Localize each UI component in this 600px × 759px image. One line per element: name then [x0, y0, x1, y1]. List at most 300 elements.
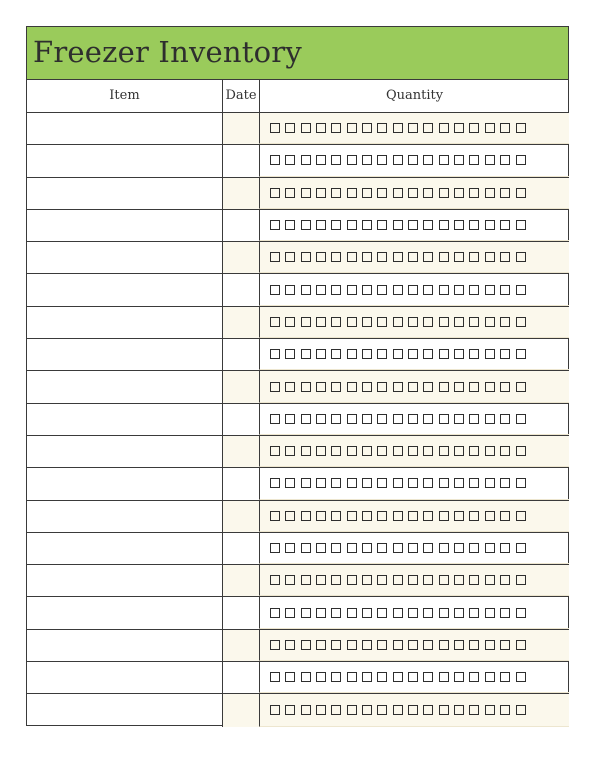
item-cell[interactable]: [27, 533, 222, 564]
quantity-checkbox[interactable]: [301, 640, 311, 650]
item-cell[interactable]: [27, 113, 222, 144]
quantity-checkbox[interactable]: [301, 446, 311, 456]
quantity-checkbox[interactable]: [377, 317, 387, 327]
quantity-checkbox[interactable]: [301, 317, 311, 327]
quantity-checkbox[interactable]: [377, 608, 387, 618]
quantity-checkbox[interactable]: [408, 640, 418, 650]
quantity-checkbox[interactable]: [423, 285, 433, 295]
quantity-checkbox[interactable]: [408, 511, 418, 521]
quantity-checkbox[interactable]: [423, 511, 433, 521]
quantity-checkbox[interactable]: [316, 640, 326, 650]
quantity-checkbox[interactable]: [423, 608, 433, 618]
quantity-checkbox[interactable]: [516, 705, 526, 715]
quantity-checkbox[interactable]: [331, 640, 341, 650]
quantity-checkbox[interactable]: [347, 285, 357, 295]
quantity-checkbox[interactable]: [347, 672, 357, 682]
quantity-checkbox[interactable]: [500, 705, 510, 715]
quantity-checkbox[interactable]: [377, 543, 387, 553]
quantity-checkbox[interactable]: [377, 382, 387, 392]
quantity-checkbox[interactable]: [270, 220, 280, 230]
quantity-checkbox[interactable]: [270, 188, 280, 198]
quantity-checkbox[interactable]: [454, 123, 464, 133]
quantity-checkbox[interactable]: [331, 705, 341, 715]
quantity-checkbox[interactable]: [469, 446, 479, 456]
quantity-checkbox[interactable]: [270, 672, 280, 682]
quantity-checkbox[interactable]: [331, 382, 341, 392]
quantity-checkbox[interactable]: [362, 575, 372, 585]
quantity-checkbox[interactable]: [393, 285, 403, 295]
quantity-checkbox[interactable]: [500, 608, 510, 618]
item-cell[interactable]: [27, 404, 222, 435]
quantity-checkbox[interactable]: [500, 382, 510, 392]
quantity-checkbox[interactable]: [285, 511, 295, 521]
quantity-checkbox[interactable]: [285, 478, 295, 488]
quantity-checkbox[interactable]: [331, 349, 341, 359]
quantity-checkbox[interactable]: [439, 672, 449, 682]
date-cell[interactable]: [222, 630, 259, 661]
quantity-checkbox[interactable]: [454, 285, 464, 295]
quantity-checkbox[interactable]: [347, 705, 357, 715]
quantity-checkbox[interactable]: [285, 575, 295, 585]
item-cell[interactable]: [27, 597, 222, 628]
quantity-checkbox[interactable]: [500, 317, 510, 327]
quantity-checkbox[interactable]: [316, 575, 326, 585]
quantity-checkbox[interactable]: [408, 446, 418, 456]
quantity-checkbox[interactable]: [393, 349, 403, 359]
quantity-checkbox[interactable]: [285, 155, 295, 165]
date-cell[interactable]: [222, 242, 259, 273]
quantity-checkbox[interactable]: [331, 608, 341, 618]
quantity-checkbox[interactable]: [285, 705, 295, 715]
quantity-checkbox[interactable]: [516, 672, 526, 682]
date-cell[interactable]: [222, 113, 259, 144]
quantity-checkbox[interactable]: [516, 349, 526, 359]
quantity-checkbox[interactable]: [485, 640, 495, 650]
date-cell[interactable]: [222, 436, 259, 467]
quantity-checkbox[interactable]: [331, 575, 341, 585]
quantity-checkbox[interactable]: [362, 414, 372, 424]
quantity-checkbox[interactable]: [469, 123, 479, 133]
date-cell[interactable]: [222, 178, 259, 209]
date-cell[interactable]: [222, 501, 259, 532]
date-cell[interactable]: [222, 597, 259, 628]
quantity-checkbox[interactable]: [423, 575, 433, 585]
quantity-checkbox[interactable]: [500, 220, 510, 230]
quantity-checkbox[interactable]: [408, 478, 418, 488]
quantity-checkbox[interactable]: [347, 640, 357, 650]
quantity-checkbox[interactable]: [439, 382, 449, 392]
quantity-checkbox[interactable]: [316, 382, 326, 392]
quantity-checkbox[interactable]: [316, 672, 326, 682]
quantity-checkbox[interactable]: [516, 608, 526, 618]
quantity-checkbox[interactable]: [469, 285, 479, 295]
quantity-checkbox[interactable]: [500, 511, 510, 521]
quantity-checkbox[interactable]: [500, 575, 510, 585]
quantity-checkbox[interactable]: [270, 123, 280, 133]
quantity-checkbox[interactable]: [377, 414, 387, 424]
quantity-checkbox[interactable]: [423, 188, 433, 198]
quantity-checkbox[interactable]: [485, 608, 495, 618]
quantity-checkbox[interactable]: [347, 382, 357, 392]
quantity-checkbox[interactable]: [469, 608, 479, 618]
quantity-checkbox[interactable]: [362, 155, 372, 165]
quantity-checkbox[interactable]: [439, 705, 449, 715]
quantity-checkbox[interactable]: [500, 478, 510, 488]
quantity-checkbox[interactable]: [270, 705, 280, 715]
quantity-checkbox[interactable]: [301, 123, 311, 133]
quantity-checkbox[interactable]: [316, 705, 326, 715]
quantity-checkbox[interactable]: [270, 543, 280, 553]
quantity-checkbox[interactable]: [500, 285, 510, 295]
quantity-checkbox[interactable]: [516, 155, 526, 165]
quantity-checkbox[interactable]: [393, 155, 403, 165]
quantity-checkbox[interactable]: [454, 252, 464, 262]
quantity-checkbox[interactable]: [393, 478, 403, 488]
quantity-checkbox[interactable]: [516, 382, 526, 392]
quantity-checkbox[interactable]: [393, 317, 403, 327]
quantity-checkbox[interactable]: [454, 317, 464, 327]
quantity-checkbox[interactable]: [285, 317, 295, 327]
quantity-checkbox[interactable]: [423, 382, 433, 392]
quantity-checkbox[interactable]: [316, 220, 326, 230]
quantity-checkbox[interactable]: [516, 285, 526, 295]
quantity-checkbox[interactable]: [316, 446, 326, 456]
quantity-checkbox[interactable]: [285, 123, 295, 133]
quantity-checkbox[interactable]: [316, 317, 326, 327]
quantity-checkbox[interactable]: [331, 414, 341, 424]
quantity-checkbox[interactable]: [393, 640, 403, 650]
quantity-checkbox[interactable]: [316, 349, 326, 359]
quantity-checkbox[interactable]: [362, 608, 372, 618]
quantity-checkbox[interactable]: [393, 608, 403, 618]
quantity-checkbox[interactable]: [423, 640, 433, 650]
quantity-checkbox[interactable]: [423, 220, 433, 230]
date-cell[interactable]: [222, 565, 259, 596]
quantity-checkbox[interactable]: [469, 672, 479, 682]
quantity-checkbox[interactable]: [285, 252, 295, 262]
quantity-checkbox[interactable]: [469, 188, 479, 198]
quantity-checkbox[interactable]: [485, 543, 495, 553]
quantity-checkbox[interactable]: [377, 155, 387, 165]
date-cell[interactable]: [222, 371, 259, 402]
quantity-checkbox[interactable]: [316, 285, 326, 295]
quantity-checkbox[interactable]: [439, 575, 449, 585]
quantity-checkbox[interactable]: [500, 672, 510, 682]
quantity-checkbox[interactable]: [393, 705, 403, 715]
quantity-checkbox[interactable]: [500, 414, 510, 424]
quantity-checkbox[interactable]: [408, 155, 418, 165]
item-cell[interactable]: [27, 178, 222, 209]
quantity-checkbox[interactable]: [347, 608, 357, 618]
quantity-checkbox[interactable]: [516, 220, 526, 230]
quantity-checkbox[interactable]: [439, 414, 449, 424]
quantity-checkbox[interactable]: [516, 446, 526, 456]
quantity-checkbox[interactable]: [454, 220, 464, 230]
quantity-checkbox[interactable]: [316, 511, 326, 521]
quantity-checkbox[interactable]: [331, 285, 341, 295]
quantity-checkbox[interactable]: [393, 382, 403, 392]
quantity-checkbox[interactable]: [408, 123, 418, 133]
quantity-checkbox[interactable]: [516, 252, 526, 262]
quantity-checkbox[interactable]: [469, 382, 479, 392]
quantity-checkbox[interactable]: [270, 446, 280, 456]
quantity-checkbox[interactable]: [377, 672, 387, 682]
quantity-checkbox[interactable]: [362, 123, 372, 133]
quantity-checkbox[interactable]: [423, 672, 433, 682]
quantity-checkbox[interactable]: [393, 511, 403, 521]
quantity-checkbox[interactable]: [500, 543, 510, 553]
quantity-checkbox[interactable]: [362, 478, 372, 488]
quantity-checkbox[interactable]: [377, 123, 387, 133]
quantity-checkbox[interactable]: [331, 123, 341, 133]
quantity-checkbox[interactable]: [377, 478, 387, 488]
quantity-checkbox[interactable]: [393, 220, 403, 230]
quantity-checkbox[interactable]: [362, 511, 372, 521]
quantity-checkbox[interactable]: [393, 446, 403, 456]
quantity-checkbox[interactable]: [285, 640, 295, 650]
quantity-checkbox[interactable]: [316, 188, 326, 198]
quantity-checkbox[interactable]: [469, 349, 479, 359]
quantity-checkbox[interactable]: [301, 672, 311, 682]
date-cell[interactable]: [222, 662, 259, 693]
quantity-checkbox[interactable]: [408, 188, 418, 198]
quantity-checkbox[interactable]: [454, 511, 464, 521]
quantity-checkbox[interactable]: [316, 414, 326, 424]
quantity-checkbox[interactable]: [347, 220, 357, 230]
quantity-checkbox[interactable]: [347, 155, 357, 165]
quantity-checkbox[interactable]: [454, 382, 464, 392]
quantity-checkbox[interactable]: [500, 155, 510, 165]
quantity-checkbox[interactable]: [439, 155, 449, 165]
quantity-checkbox[interactable]: [285, 382, 295, 392]
quantity-checkbox[interactable]: [362, 252, 372, 262]
item-cell[interactable]: [27, 242, 222, 273]
quantity-checkbox[interactable]: [439, 252, 449, 262]
quantity-checkbox[interactable]: [377, 285, 387, 295]
quantity-checkbox[interactable]: [331, 188, 341, 198]
quantity-checkbox[interactable]: [301, 414, 311, 424]
quantity-checkbox[interactable]: [485, 511, 495, 521]
quantity-checkbox[interactable]: [485, 414, 495, 424]
quantity-checkbox[interactable]: [362, 317, 372, 327]
quantity-checkbox[interactable]: [393, 575, 403, 585]
quantity-checkbox[interactable]: [270, 349, 280, 359]
quantity-checkbox[interactable]: [362, 285, 372, 295]
quantity-checkbox[interactable]: [331, 478, 341, 488]
quantity-checkbox[interactable]: [285, 349, 295, 359]
quantity-checkbox[interactable]: [393, 414, 403, 424]
quantity-checkbox[interactable]: [485, 705, 495, 715]
quantity-checkbox[interactable]: [377, 705, 387, 715]
quantity-checkbox[interactable]: [485, 285, 495, 295]
quantity-checkbox[interactable]: [454, 543, 464, 553]
date-cell[interactable]: [222, 339, 259, 370]
date-cell[interactable]: [222, 210, 259, 241]
quantity-checkbox[interactable]: [362, 220, 372, 230]
quantity-checkbox[interactable]: [408, 252, 418, 262]
date-cell[interactable]: [222, 145, 259, 176]
quantity-checkbox[interactable]: [362, 672, 372, 682]
quantity-checkbox[interactable]: [516, 414, 526, 424]
quantity-checkbox[interactable]: [454, 705, 464, 715]
quantity-checkbox[interactable]: [270, 414, 280, 424]
quantity-checkbox[interactable]: [270, 511, 280, 521]
quantity-checkbox[interactable]: [439, 317, 449, 327]
quantity-checkbox[interactable]: [423, 317, 433, 327]
quantity-checkbox[interactable]: [454, 478, 464, 488]
quantity-checkbox[interactable]: [377, 511, 387, 521]
quantity-checkbox[interactable]: [516, 478, 526, 488]
quantity-checkbox[interactable]: [285, 220, 295, 230]
quantity-checkbox[interactable]: [439, 640, 449, 650]
quantity-checkbox[interactable]: [485, 446, 495, 456]
quantity-checkbox[interactable]: [301, 220, 311, 230]
quantity-checkbox[interactable]: [408, 705, 418, 715]
item-cell[interactable]: [27, 630, 222, 661]
item-cell[interactable]: [27, 694, 222, 726]
quantity-checkbox[interactable]: [516, 123, 526, 133]
quantity-checkbox[interactable]: [454, 349, 464, 359]
quantity-checkbox[interactable]: [454, 575, 464, 585]
quantity-checkbox[interactable]: [469, 220, 479, 230]
quantity-checkbox[interactable]: [347, 317, 357, 327]
quantity-checkbox[interactable]: [270, 608, 280, 618]
quantity-checkbox[interactable]: [347, 575, 357, 585]
quantity-checkbox[interactable]: [439, 511, 449, 521]
quantity-checkbox[interactable]: [408, 414, 418, 424]
quantity-checkbox[interactable]: [469, 155, 479, 165]
quantity-checkbox[interactable]: [270, 317, 280, 327]
quantity-checkbox[interactable]: [408, 382, 418, 392]
item-cell[interactable]: [27, 210, 222, 241]
quantity-checkbox[interactable]: [469, 640, 479, 650]
quantity-checkbox[interactable]: [439, 446, 449, 456]
quantity-checkbox[interactable]: [439, 188, 449, 198]
item-cell[interactable]: [27, 565, 222, 596]
quantity-checkbox[interactable]: [469, 705, 479, 715]
quantity-checkbox[interactable]: [485, 155, 495, 165]
quantity-checkbox[interactable]: [454, 672, 464, 682]
quantity-checkbox[interactable]: [469, 414, 479, 424]
item-cell[interactable]: [27, 501, 222, 532]
quantity-checkbox[interactable]: [331, 511, 341, 521]
quantity-checkbox[interactable]: [469, 543, 479, 553]
quantity-checkbox[interactable]: [301, 188, 311, 198]
quantity-checkbox[interactable]: [454, 155, 464, 165]
quantity-checkbox[interactable]: [285, 672, 295, 682]
quantity-checkbox[interactable]: [423, 705, 433, 715]
quantity-checkbox[interactable]: [408, 543, 418, 553]
quantity-checkbox[interactable]: [347, 188, 357, 198]
quantity-checkbox[interactable]: [516, 511, 526, 521]
quantity-checkbox[interactable]: [362, 188, 372, 198]
quantity-checkbox[interactable]: [301, 575, 311, 585]
quantity-checkbox[interactable]: [469, 575, 479, 585]
quantity-checkbox[interactable]: [439, 220, 449, 230]
quantity-checkbox[interactable]: [408, 220, 418, 230]
item-cell[interactable]: [27, 662, 222, 693]
item-cell[interactable]: [27, 339, 222, 370]
quantity-checkbox[interactable]: [285, 285, 295, 295]
quantity-checkbox[interactable]: [500, 640, 510, 650]
quantity-checkbox[interactable]: [423, 446, 433, 456]
date-cell[interactable]: [222, 694, 259, 726]
quantity-checkbox[interactable]: [270, 155, 280, 165]
quantity-checkbox[interactable]: [362, 382, 372, 392]
quantity-checkbox[interactable]: [485, 478, 495, 488]
quantity-checkbox[interactable]: [270, 285, 280, 295]
quantity-checkbox[interactable]: [500, 252, 510, 262]
quantity-checkbox[interactable]: [362, 349, 372, 359]
quantity-checkbox[interactable]: [331, 317, 341, 327]
quantity-checkbox[interactable]: [439, 285, 449, 295]
quantity-checkbox[interactable]: [362, 446, 372, 456]
quantity-checkbox[interactable]: [393, 123, 403, 133]
quantity-checkbox[interactable]: [362, 705, 372, 715]
item-cell[interactable]: [27, 307, 222, 338]
quantity-checkbox[interactable]: [423, 252, 433, 262]
quantity-checkbox[interactable]: [270, 575, 280, 585]
quantity-checkbox[interactable]: [347, 349, 357, 359]
quantity-checkbox[interactable]: [301, 155, 311, 165]
quantity-checkbox[interactable]: [377, 349, 387, 359]
item-cell[interactable]: [27, 371, 222, 402]
quantity-checkbox[interactable]: [423, 478, 433, 488]
quantity-checkbox[interactable]: [285, 446, 295, 456]
quantity-checkbox[interactable]: [347, 478, 357, 488]
date-cell[interactable]: [222, 404, 259, 435]
quantity-checkbox[interactable]: [485, 123, 495, 133]
item-cell[interactable]: [27, 145, 222, 176]
quantity-checkbox[interactable]: [423, 543, 433, 553]
item-cell[interactable]: [27, 274, 222, 305]
quantity-checkbox[interactable]: [423, 414, 433, 424]
quantity-checkbox[interactable]: [423, 155, 433, 165]
quantity-checkbox[interactable]: [516, 188, 526, 198]
quantity-checkbox[interactable]: [408, 608, 418, 618]
quantity-checkbox[interactable]: [454, 414, 464, 424]
quantity-checkbox[interactable]: [377, 640, 387, 650]
quantity-checkbox[interactable]: [285, 608, 295, 618]
quantity-checkbox[interactable]: [331, 220, 341, 230]
quantity-checkbox[interactable]: [285, 543, 295, 553]
quantity-checkbox[interactable]: [500, 446, 510, 456]
quantity-checkbox[interactable]: [270, 252, 280, 262]
quantity-checkbox[interactable]: [377, 446, 387, 456]
quantity-checkbox[interactable]: [301, 608, 311, 618]
quantity-checkbox[interactable]: [408, 672, 418, 682]
quantity-checkbox[interactable]: [454, 188, 464, 198]
quantity-checkbox[interactable]: [377, 252, 387, 262]
quantity-checkbox[interactable]: [500, 188, 510, 198]
quantity-checkbox[interactable]: [439, 478, 449, 488]
quantity-checkbox[interactable]: [439, 543, 449, 553]
quantity-checkbox[interactable]: [285, 188, 295, 198]
quantity-checkbox[interactable]: [331, 543, 341, 553]
date-cell[interactable]: [222, 307, 259, 338]
quantity-checkbox[interactable]: [316, 478, 326, 488]
quantity-checkbox[interactable]: [408, 575, 418, 585]
quantity-checkbox[interactable]: [285, 414, 295, 424]
date-cell[interactable]: [222, 274, 259, 305]
quantity-checkbox[interactable]: [301, 511, 311, 521]
quantity-checkbox[interactable]: [393, 252, 403, 262]
quantity-checkbox[interactable]: [301, 382, 311, 392]
quantity-checkbox[interactable]: [362, 543, 372, 553]
quantity-checkbox[interactable]: [439, 608, 449, 618]
quantity-checkbox[interactable]: [347, 414, 357, 424]
quantity-checkbox[interactable]: [423, 349, 433, 359]
